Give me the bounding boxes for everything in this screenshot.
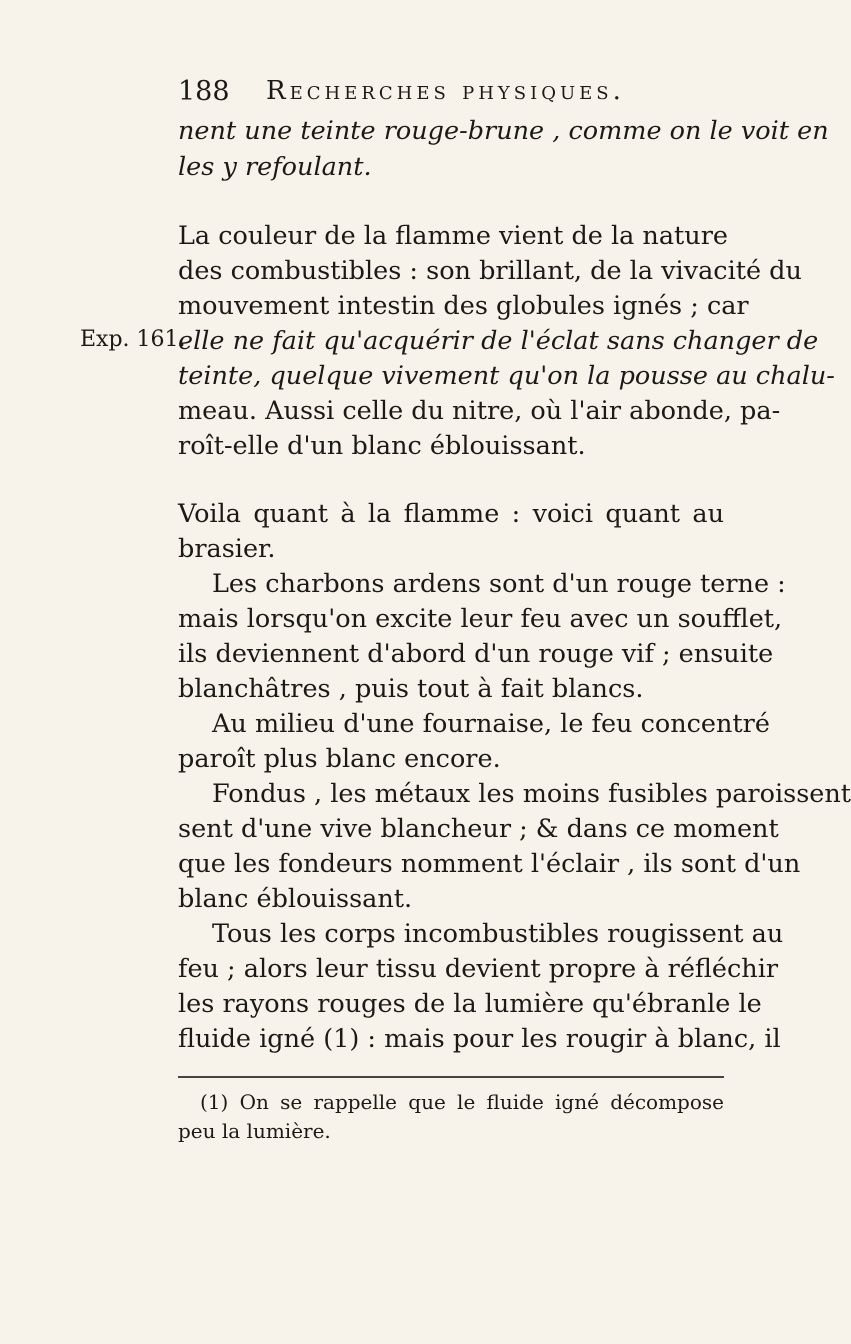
text-line: elle ne fait qu'acquérir de l'éclat sans changer de (178, 326, 819, 356)
text-line: les rayons rouges de la lumière qu'ébranle le (178, 989, 762, 1019)
footnote-line: peu la lumière. (178, 1119, 331, 1143)
margin-note: Exp. 161. (80, 327, 186, 352)
text-line: sent d'une vive blancheur ; & dans ce moment (178, 814, 779, 844)
text-line: que les fondeurs nomment l'éclair , ils sont d'un (178, 849, 801, 879)
text-line: feu ; alors leur tissu devient propre à réfléchir (178, 954, 779, 984)
text-line: brasier. (178, 534, 276, 564)
text-line: Voila quant à la flamme : voici quant au (178, 499, 724, 529)
text-line: roît-elle d'un blanc éblouissant. (178, 431, 586, 461)
text-line: Au milieu d'une fournaise, le feu concentré (212, 709, 770, 739)
page-header (178, 76, 718, 112)
text-line: blanc éblouissant. (178, 884, 413, 914)
text-line: Tous les corps incombustibles rougissent au (212, 919, 784, 949)
text-line: La couleur de la flamme vient de la nature (178, 221, 729, 251)
text-line: Les charbons ardens sont d'un rouge terne : (212, 569, 786, 599)
footnote-rule (178, 1076, 724, 1078)
text-line: des combustibles : son brillant, de la vivacité du (178, 256, 802, 286)
text-line: paroît plus blanc encore. (178, 744, 501, 774)
text-line: meau. Aussi celle du nitre, où l'air abonde, pa- (178, 396, 781, 426)
footnote-line: (1) On se rappelle que le fluide igné décompose (200, 1090, 724, 1114)
text-line: teinte, quelque vivement qu'on la pousse au chalu- (178, 361, 835, 391)
text-line: les y refoulant. (178, 152, 372, 182)
text-line: mouvement intestin des globules ignés ; car (178, 291, 749, 321)
text-line: mais lorsqu'on excite leur feu avec un soufflet, (178, 604, 783, 634)
page-number: 188 (178, 76, 230, 107)
text-line: blanchâtres , puis tout à fait blancs. (178, 674, 644, 704)
text-line: nent une teinte rouge-brune , comme on le voit en (178, 116, 829, 146)
text-line: ils deviennent d'abord d'un rouge vif ; ensuite (178, 639, 774, 669)
text-line: fluide igné (1) : mais pour les rougir à blanc, il (178, 1024, 781, 1054)
text-line: Fondus , les métaux les moins fusibles paroissent (212, 779, 851, 809)
running-title: Recherches physiques. (266, 76, 625, 106)
